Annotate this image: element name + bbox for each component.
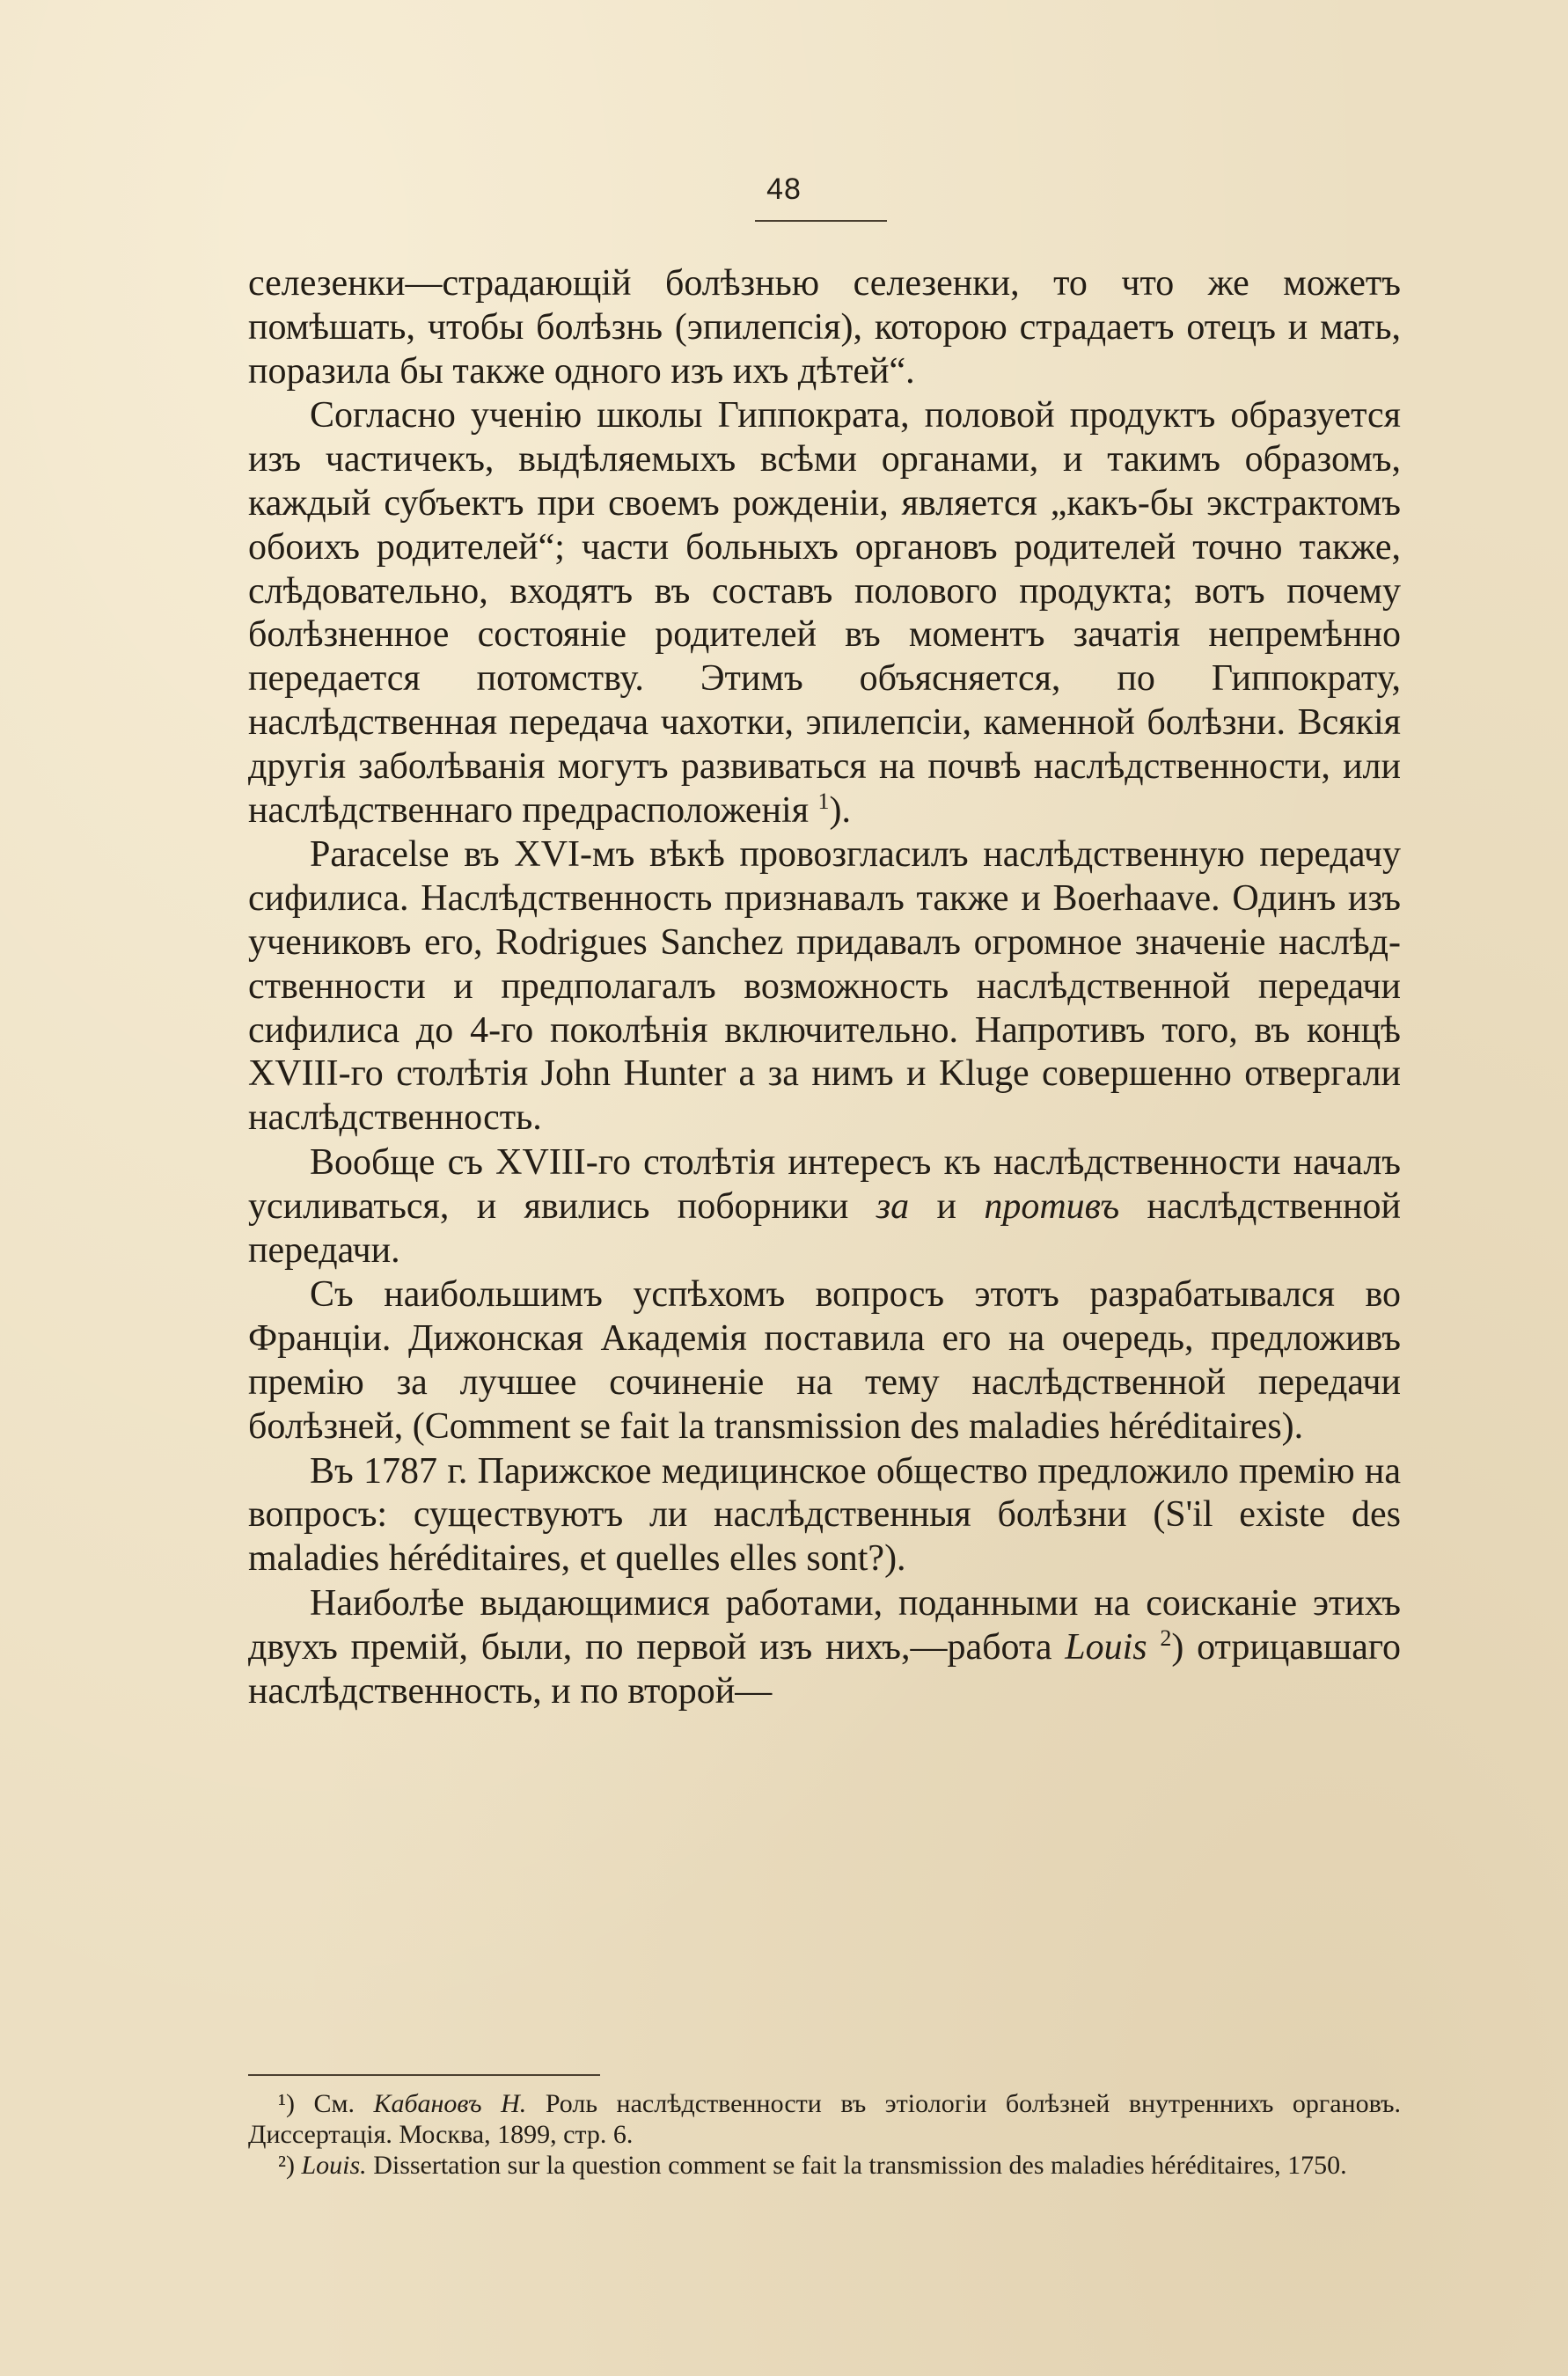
paragraph <box>248 394 1401 832</box>
page-number-rule <box>755 220 887 222</box>
text-run: ). <box>829 789 852 831</box>
footnote <box>248 2150 1401 2181</box>
text-run: ¹) См. <box>278 2089 374 2118</box>
text-run: Роль наслѣдственности въ этiологiи болѣзней внутреннихъ органовъ. Диссертацiя. Москва, 1899, стр. 6. <box>248 2089 1402 2149</box>
paragraph <box>248 1450 1401 1581</box>
body-text <box>248 262 1401 1713</box>
italic-run: противъ <box>984 1185 1120 1227</box>
paragraph <box>248 833 1401 1140</box>
text-run: селезенки—страдающiй болѣзнью селезенки, то что же можетъ помѣшать, чтобы болѣзнь (эпилепсiя), которою страдаетъ отецъ и мать, поразила бы также одного изъ ихъ дѣтей“. <box>248 263 1401 392</box>
footnote-rule <box>248 2074 600 2076</box>
text-run: наслѣдственной передачи. <box>248 1185 1402 1271</box>
paragraph <box>248 1141 1401 1272</box>
text-run: Вообще съ XVIII-го столѣтiя интересъ къ наслѣдственности началъ усиливаться, и явились поборники <box>248 1141 1401 1227</box>
text-run: ) отрицавшаго наслѣдственность, и по второй— <box>248 1626 1402 1712</box>
paragraph <box>248 262 1401 393</box>
italic-run: Кабановъ Н. <box>373 2089 527 2118</box>
text-run: Paracelse въ XVI-мъ вѣкѣ провозгласилъ наслѣдственную передачу сифилиса. Наслѣдственность признавалъ также и Boerhaave. Одинъ изъ учениковъ его, Rodrigues Sanchez придавалъ огромное значенiе наслѣдственности и предполагалъ возможность наслѣдственной передачи сифилиса до 4-го поколѣнiя включительно. Напротивъ того, въ концѣ XVIII-го столѣтiя John Hunter а за нимъ и Kluge совершенно отвергали наслѣдственность. <box>248 834 1401 1139</box>
paragraph <box>248 1273 1401 1448</box>
text-run: Наиболѣе выдающимися работами, поданными на соисканiе этихъ двухъ премiй, были, по первой изъ нихъ,—работа <box>248 1582 1401 1668</box>
text-run: Съ наибольшимъ успѣхомъ вопросъ этотъ разрабатывался во Францiи. Дижонская Академiя поставила его на очередь, предложивъ премiю за лучшее сочиненiе на тему наслѣдственной передачи болѣзней, (Comment se fait la transmission des maladies héréditaires). <box>248 1274 1401 1447</box>
text-run: Dissertation sur la question comment se fait la transmission des maladies héréditaires, 1750. <box>366 2151 1347 2180</box>
footnote <box>248 2088 1401 2150</box>
text-run: Въ 1787 г. Парижское медицинское общество предложило премiю на вопросъ: существуютъ ли наслѣдственныя болѣзни (S'il existe des maladies héréditaires, et quelles elles sont?). <box>248 1450 1401 1580</box>
text-run: и <box>909 1185 985 1227</box>
footnote-reference: 1 <box>817 788 830 814</box>
footnote-reference: 2 <box>1160 1624 1172 1651</box>
text-run: Согласно ученiю школы Гиппократа, половой продуктъ образуется изъ частичекъ, выдѣляемыхъ всѣми органами, и такимъ образомъ, каждый субъектъ при своемъ рожденiи, является „какъ-бы экстрактомъ обоихъ родителей“; части больныхъ органовъ родителей точно также, слѣдовательно, входятъ въ составъ полового продукта; вотъ почему болѣзненное состоянiе родителей въ моментъ зачатiя непремѣнно передается потомству. Этимъ объясняется, по Гиппократу, наслѣдственная передача чахотки, эпилепсiи, каменной болѣзни. Всякiя другiя заболѣванiя могутъ развиваться на почвѣ наслѣдственности, или наслѣдственнаго предрасположенiя <box>248 395 1401 831</box>
italic-run: Louis. <box>301 2151 367 2180</box>
footnotes <box>248 2074 1401 2181</box>
page-number: 48 <box>766 172 802 206</box>
text-run: ²) <box>278 2151 302 2180</box>
paragraph <box>248 1582 1401 1713</box>
italic-run: за <box>876 1185 910 1227</box>
text-run <box>1147 1627 1161 1668</box>
italic-run: Louis <box>1065 1626 1147 1668</box>
